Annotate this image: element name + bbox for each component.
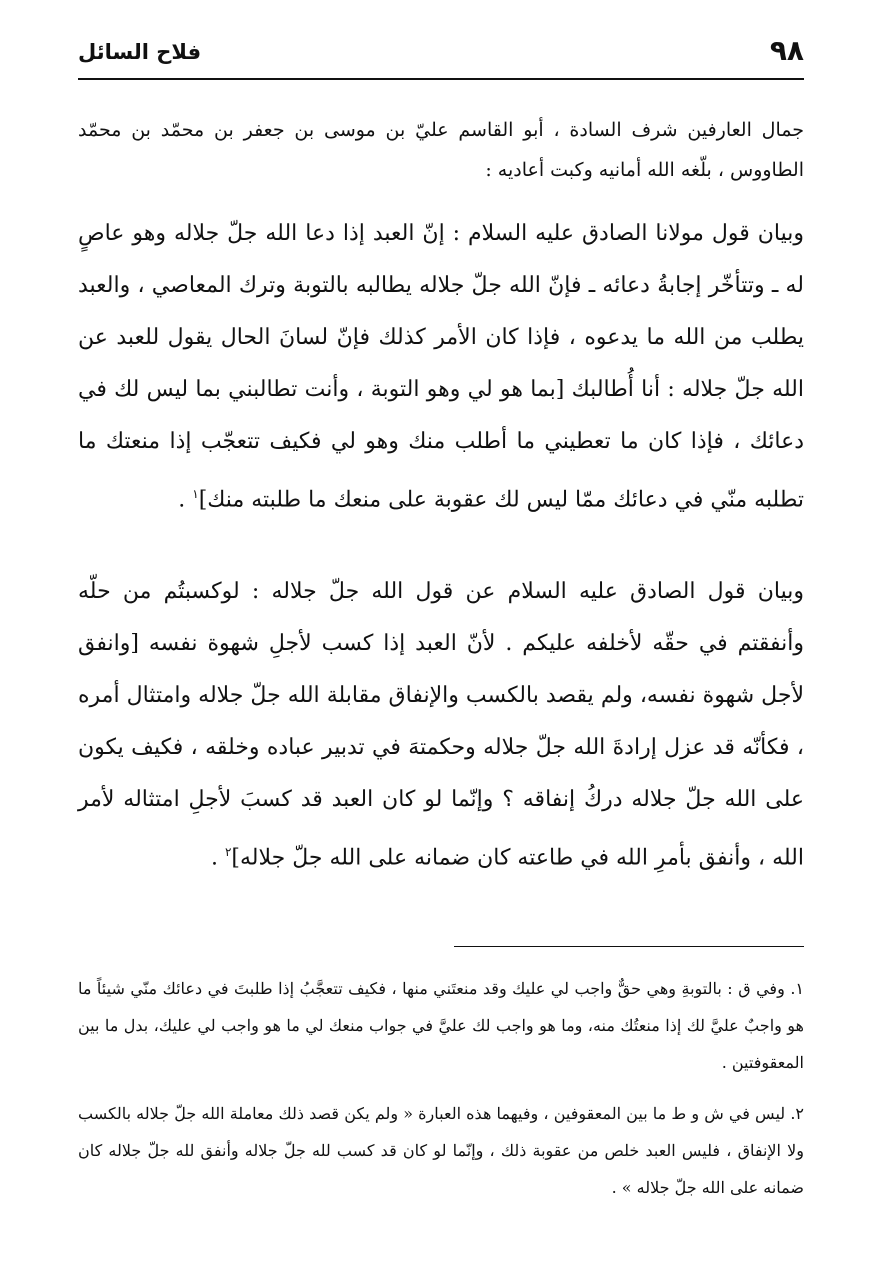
footnote-2 — [78, 1095, 804, 1206]
running-title: فلاح السائل — [78, 40, 202, 64]
paragraph-2-end: . — [210, 845, 225, 871]
footnote-1-number: ١. — [790, 979, 804, 998]
footnote-2-number: ٢. — [790, 1104, 804, 1123]
body-paragraph-2 — [78, 566, 804, 884]
footnote-divider — [454, 946, 804, 947]
body-paragraph-1 — [78, 208, 804, 526]
page-number: ٩٨ — [769, 34, 804, 67]
intro-paragraph: جمال العارفين شرف السادة ، أبو القاسم عليّ بن موسى بن جعفر بن محمّد بن محمّد الطاووس ، بلّغه الله أمانيه وكبت أعاديه : — [78, 119, 804, 181]
footnote-2-text: ليس في ش و ط ما بين المعقوفين ، وفيهما هذه العبارة « ولم يكن قصد ذلك معاملة الله جلّ جلاله بالكسب ولا الإنفاق ، فليس العبد خلص من عقوبة ذلك ، وإنّما لو كان قد كسب لله جلّ جلاله وأنفق لله جلّ جلاله كان ضمانه على الله جلّ جلاله » . — [78, 1104, 804, 1197]
paragraph-2-text: وبيان قول الصادق عليه السلام عن قول الله جلّ جلاله : لوكسبتُم من حلّه وأنفقتم في حقّه لأخلفه عليكم . لأنّ العبد إذا كسب لأجلِ شهوة نفسه [وانفق لأجل شهوة نفسه، ولم يقصد بالكسب والإنفاق مقابلة الله جلّ جلاله وامتثال أمره ، فكأنّه قد عزل إرادةَ الله جلّ جلاله وحكمتهَ في تدبير عباده وخلقه ، فكيف يكون على الله جلّ جلاله دركُ إنفاقه ؟ وإنّما لو كان العبد قد كسبَ لأجلِ امتثاله لأمر الله ، وأنفق بأمرِ الله في طاعته كان ضمانه على الله جلّ جلاله] — [78, 579, 804, 871]
footnote-ref-1[interactable]: ١ — [192, 487, 199, 501]
paragraph-1-text: وبيان قول مولانا الصادق عليه السلام : إنّ العبد إذا دعا الله جلّ جلاله وهو عاصٍ له ـ وتتأخّر إجابةُ دعائه ـ فإنّ الله جلّ جلاله يطالبه بالتوبة وترك المعاصي ، والعبد يطلب من الله ما يدعوه ، فإذا كان الأمر كذلك فإنّ لسانَ الحال يقول للعبد عن الله جلّ جلاله : أنا أُطالبك [بما هو لي وهو التوبة ، وأنت تطالبني بما ليس لك في دعائك ، فإذا كان ما تعطيني ما أطلب منك وهو لي فكيف تتعجّب إذا منعتك ما تطلبه منّي في دعائك ممّا ليس لك عقوبة على منعك ما طلبته منك] — [78, 221, 804, 513]
footnote-1 — [78, 970, 804, 1081]
page-header — [78, 30, 804, 80]
footnote-1-text: وفي ق : بالتوبةِ وهي حقٌّ واجب لي عليك وقد منعتَني منها ، فكيف تتعجَّبُ إذا طلبتَ في دعائك منّي شيئاً ما هو واجبٌ عليَّ لك إذا منعتُك منه، وما هو واجب لك عليَّ في جواب منعك لي ما هو واجب لي عليك، بدل ما بين المعقوفتين . — [78, 979, 804, 1072]
footnote-ref-2[interactable]: ٢ — [224, 845, 232, 859]
paragraph-1-end: . — [178, 487, 193, 513]
